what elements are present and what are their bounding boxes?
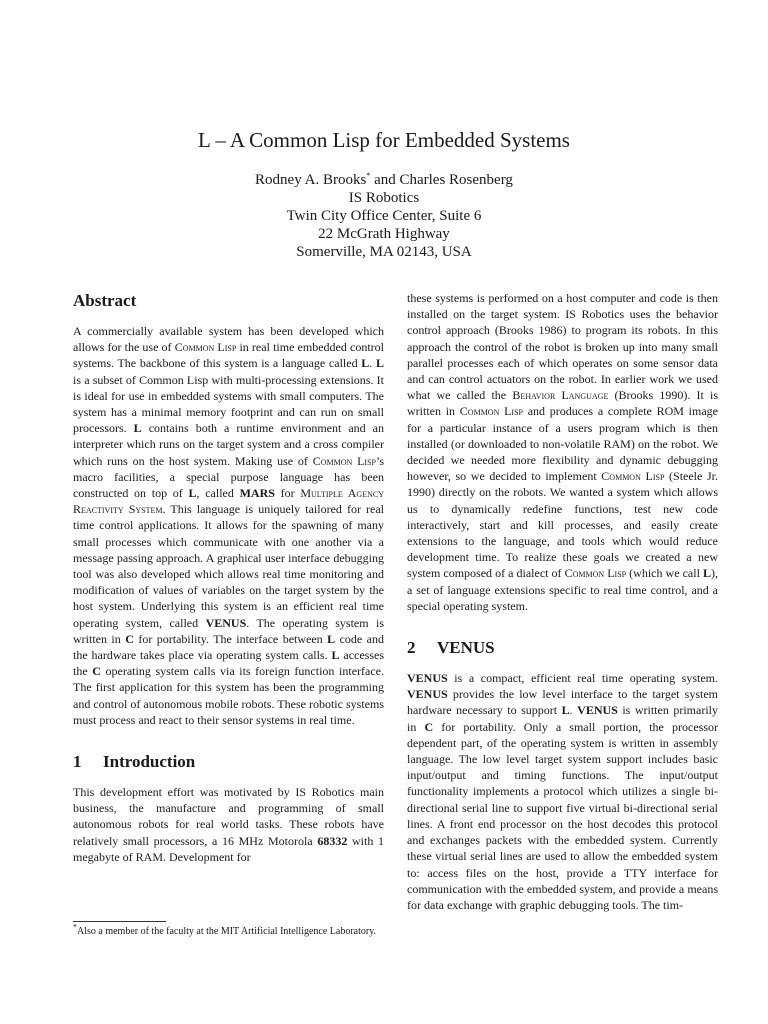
intro-body: This development effort was motivated by IS Robotics main business, the manufacture and programming of small autonomous robots for real world tasks. These robots have relatively small processors, a 16 MHz Motorola 68332 with 1 megabyte of RAM. Development for (73, 785, 384, 864)
affiliation: IS Robotics (348, 190, 420, 206)
address-line: Twin City Office Center, Suite 6 (286, 208, 482, 224)
section-title: VENUS (437, 638, 495, 658)
address-line: 22 McGrath Highway (318, 226, 450, 242)
venus-body: VENUS is a compact, efficient real time operating system. VENUS provides the low level interface to the target system hardware necessary to support L. VENUS is written primarily in C for portability. Only a small portion, the processor dependent part, of the operating system is written in assembly language. The low level target system support includes basic input/output and timing functions. The input/output functionality implements a protocol which utilizes a single bi-directional serial line to support five virtual bi-directional serial lines. A front end processor on the host decodes this protocol and exchanges packets with the embedded system. Currently these virtual serial lines are used to allow the embedded system to: access files on the host, provide a TTY interface for communication with the embedded system, and provide a means for data exchange with graphic debugging tools. The tim- (407, 671, 718, 912)
section-number: 2 (407, 638, 416, 658)
section-number: 1 (73, 752, 82, 772)
abstract-heading: Abstract (73, 291, 137, 310)
footnote-text: Also a member of the faculty at the MIT Artificial Intelligence Laboratory. (77, 926, 377, 937)
abstract-body: A commercially available system has been developed which allows for the use of Common Lisp in real time embedded control systems. The backbone of this system is a language called L. L is a subset of Common Lisp with multi-processing extensions. It is ideal for use in embedded systems with small computers. The system has a minimal memory footprint and can run on small processors. L contains both a runtime environment and an interpreter which runs on the target system and a cross compiler which runs on the host system. Making use of Common Lisp’s macro facilities, a special purpose language has been constructed on top of L, called MARS for Multiple Agency Reactivity System. This language is uniquely tailored for real time control applications. It allows for the spawning of many small processes which communicate with one another via a message passing approach. A graphical user interface debugging tool was also developed which allows real time monitoring and modification of values of variables on the target system by the host system. Underlying this system is an efficient real time operating system, called VENUS. The operating system is written in C for portability. The interface between L code and the hardware takes place via operating system calls. L accesses the C operating system calls via its foreign function interface. The first application for this system has been the programming and control of autonomous mobile robots. These robotic systems must process and react to their sensor systems in real time. (73, 324, 385, 727)
footnote-rule (73, 921, 166, 922)
coauthor-name: and Charles Rosenberg (370, 172, 513, 188)
footnote (73, 922, 384, 938)
author-block (0, 171, 768, 261)
left-column (73, 290, 384, 865)
right-column (407, 290, 718, 913)
intro-body-continued: these systems is performed on a host computer and code is then installed on the target system. IS Robotics uses the behavior control approach (Brooks 1986) to program its robots. In this approach the control of the robot is broken up into many small parallel processes each of which operates on some sensor data and can control actuators on the robot. In earlier work we used what we called the Behavior Language (Brooks 1990). It is written in Common Lisp and produces a complete ROM image for a particular instance of a users program which is then installed (or downloaded to non-volatile RAM) on the robot. We decided we needed more flexibility and dynamic debugging however, so we decided to implement Common Lisp (Steele Jr. 1990) directly on the robots. We wanted a system which allows us to dynamically redefine functions, test new code interactively, start and kill processes, and easily create extensions to the language, and tools which would reduce development time. To realize these goals we created a new system composed of a dialect of Common Lisp (which we call L), a set of language extensions specific to real time control, and a special operating system. (407, 291, 719, 613)
author-line (0, 171, 768, 189)
author-name: Rodney A. Brooks (255, 172, 367, 188)
footnote-marker: * (366, 171, 371, 180)
section-title: Introduction (103, 752, 196, 772)
footnote-marker: * (73, 922, 77, 932)
paper-title: L – A Common Lisp for Embedded Systems (198, 128, 570, 152)
venus-heading (407, 637, 718, 659)
intro-heading (73, 751, 384, 773)
address-line: Somerville, MA 02143, USA (296, 244, 472, 260)
